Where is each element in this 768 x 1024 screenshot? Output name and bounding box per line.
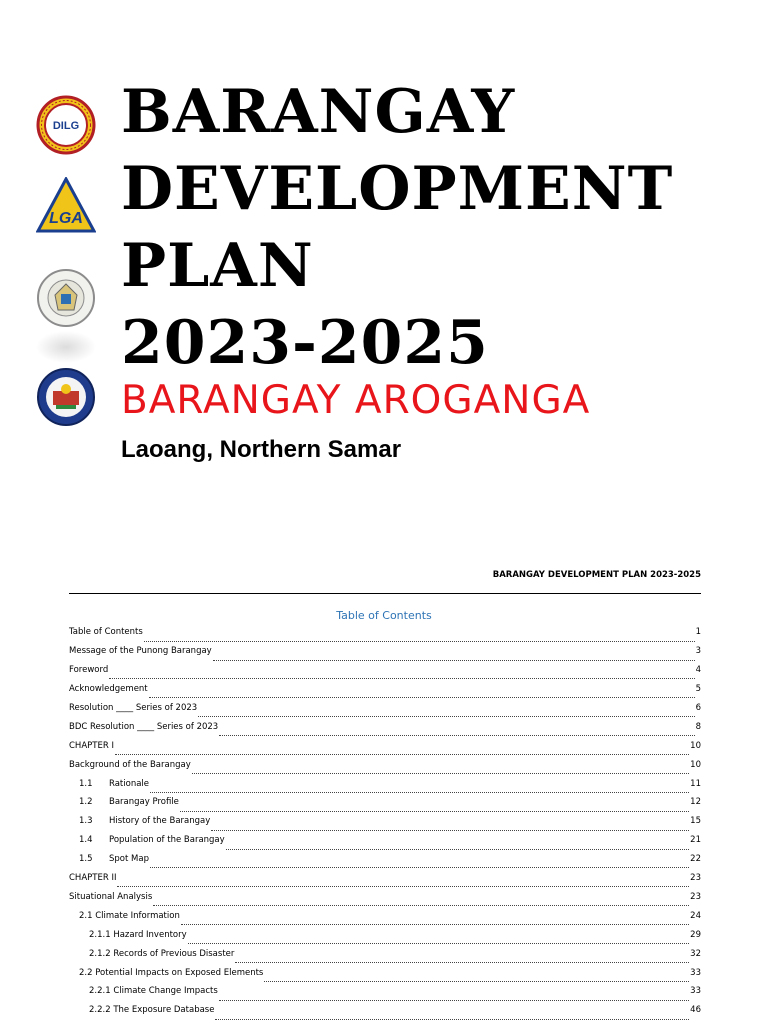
toc-entry-label: Background of the Barangay xyxy=(69,759,191,770)
toc-entry[interactable] xyxy=(69,755,701,774)
toc-entry-label: 2.2.2 The Exposure Database xyxy=(89,1005,215,1016)
toc-entry-label: Table of Contents xyxy=(69,627,143,638)
toc-entry-page: 4 xyxy=(695,665,701,676)
toc-entry-label: Population of the Barangay xyxy=(109,835,225,846)
toc-leader-dots xyxy=(150,860,689,868)
toc-leader-dots xyxy=(219,728,694,736)
toc-entry-label: Acknowledgement xyxy=(69,684,148,695)
toc-entry-number: 1.5 xyxy=(79,854,93,865)
toc-entry[interactable] xyxy=(69,699,701,718)
toc-leader-dots xyxy=(115,747,689,755)
toc-leader-dots xyxy=(211,823,689,831)
toc-leader-dots xyxy=(215,1012,689,1020)
toc-entry[interactable] xyxy=(69,850,701,869)
toc-entry-label: Spot Map xyxy=(109,854,149,865)
toc-entry[interactable] xyxy=(69,982,701,1001)
toc-leader-dots xyxy=(264,974,689,982)
toc-leader-dots xyxy=(213,653,695,661)
toc-entry-page: 3 xyxy=(695,646,701,657)
location: Laoang, Northern Samar xyxy=(121,436,402,463)
toc-entry-label: CHAPTER I xyxy=(69,740,114,751)
toc-entry-page: 29 xyxy=(690,929,701,940)
toc-entry-number: 1.1 xyxy=(79,778,93,789)
toc-entry[interactable] xyxy=(69,736,701,755)
toc-entry-label: 2.2.1 Climate Change Impacts xyxy=(89,986,218,997)
toc-leader-dots xyxy=(226,842,690,850)
toc-entry[interactable] xyxy=(69,963,701,982)
barangay-seal-icon xyxy=(36,367,96,427)
toc-entry[interactable] xyxy=(69,793,701,812)
toc-leader-dots xyxy=(188,936,690,944)
toc-entry[interactable] xyxy=(69,623,701,642)
toc-entry-page: 5 xyxy=(695,684,701,695)
title-line-3: PLAN xyxy=(121,231,314,301)
toc-entry-number: 1.2 xyxy=(79,797,93,808)
toc-entry-page: 10 xyxy=(690,759,701,770)
toc-entry-page: 46 xyxy=(690,1005,701,1016)
lga-logo-icon xyxy=(36,177,96,233)
toc-entry-page: 23 xyxy=(690,891,701,902)
toc-entry-page: 15 xyxy=(690,816,701,827)
toc-entry-page: 33 xyxy=(690,967,701,978)
running-header: BARANGAY DEVELOPMENT PLAN 2023-2025 xyxy=(492,570,701,580)
toc-heading: Table of Contents xyxy=(336,609,432,622)
toc-entry-page: 11 xyxy=(690,778,701,789)
toc-entry[interactable] xyxy=(69,925,701,944)
toc-entry[interactable] xyxy=(69,944,701,963)
title-line-4: 2023-2025 xyxy=(121,308,489,378)
municipal-seal-icon xyxy=(36,268,96,328)
toc-leader-dots xyxy=(192,766,689,774)
toc-entry-label: BDC Resolution ____ Series of 2023 xyxy=(69,721,219,732)
toc-entry[interactable] xyxy=(69,907,701,926)
toc-entry-page: 8 xyxy=(695,721,701,732)
toc-entry-label: 2.1.1 Hazard Inventory xyxy=(89,929,187,940)
toc-entry-page: 32 xyxy=(690,948,701,959)
header-rule xyxy=(69,593,701,594)
toc-entry-page: 23 xyxy=(690,873,701,884)
toc-leader-dots xyxy=(149,690,695,698)
toc-leader-dots xyxy=(181,917,689,925)
toc-leader-dots xyxy=(180,804,689,812)
toc-leader-dots xyxy=(117,879,689,887)
toc-entry-label: Resolution ____ Series of 2023 xyxy=(69,702,198,713)
toc-entry-label: Foreword xyxy=(69,665,109,676)
toc-entry-page: 21 xyxy=(690,835,701,846)
toc-entry[interactable] xyxy=(69,718,701,737)
toc-entry[interactable] xyxy=(69,642,701,661)
toc-entry[interactable] xyxy=(69,1001,701,1020)
toc-entry-label: 2.1.2 Records of Previous Disaster xyxy=(89,948,235,959)
toc-leader-dots xyxy=(144,634,695,642)
toc-entry-label: Situational Analysis xyxy=(69,891,153,902)
toc-entry-page: 24 xyxy=(690,910,701,921)
toc-entry-label: Rationale xyxy=(109,778,150,789)
toc-entry[interactable] xyxy=(69,831,701,850)
toc-entry-label: CHAPTER II xyxy=(69,873,117,884)
title-line-1: BARANGAY xyxy=(121,77,516,147)
toc-entry-label: History of the Barangay xyxy=(109,816,211,827)
lga-logo-text: LGA xyxy=(49,210,83,227)
dilg-seal-icon xyxy=(36,95,96,155)
toc-entry-page: 22 xyxy=(690,854,701,865)
toc-entry[interactable] xyxy=(69,774,701,793)
toc-leader-dots xyxy=(109,671,694,679)
toc-entry-label: Barangay Profile xyxy=(109,797,179,808)
toc-entry[interactable] xyxy=(69,812,701,831)
shadow-placeholder-icon xyxy=(36,329,96,365)
toc-leader-dots xyxy=(153,898,689,906)
toc-entry-page: 6 xyxy=(695,702,701,713)
toc-leader-dots xyxy=(198,709,694,717)
toc-entry-number: 1.4 xyxy=(79,835,93,846)
toc-leader-dots xyxy=(219,993,689,1001)
cover-title xyxy=(121,74,673,382)
toc-leader-dots xyxy=(235,955,689,963)
dilg-seal-text: DILG xyxy=(52,120,80,132)
toc-entry-label: Message of the Punong Barangay xyxy=(69,646,212,657)
barangay-name: BARANGAY AROGANGA xyxy=(121,378,591,423)
toc-entry-label: 2.2 Potential Impacts on Exposed Elements xyxy=(79,967,264,978)
toc-entry-page: 33 xyxy=(690,986,701,997)
toc-entry[interactable] xyxy=(69,869,701,888)
toc-entry-page: 12 xyxy=(690,797,701,808)
toc-entry[interactable] xyxy=(69,888,701,907)
toc-entry-page: 10 xyxy=(690,740,701,751)
toc-entry-label: 2.1 Climate Information xyxy=(79,910,180,921)
toc-entry-number: 1.3 xyxy=(79,816,93,827)
toc-entry[interactable] xyxy=(69,661,701,680)
title-line-2: DEVELOPMENT xyxy=(121,154,674,224)
toc-entry[interactable] xyxy=(69,680,701,699)
toc-entry-page: 1 xyxy=(695,627,701,638)
toc-leader-dots xyxy=(150,785,689,793)
